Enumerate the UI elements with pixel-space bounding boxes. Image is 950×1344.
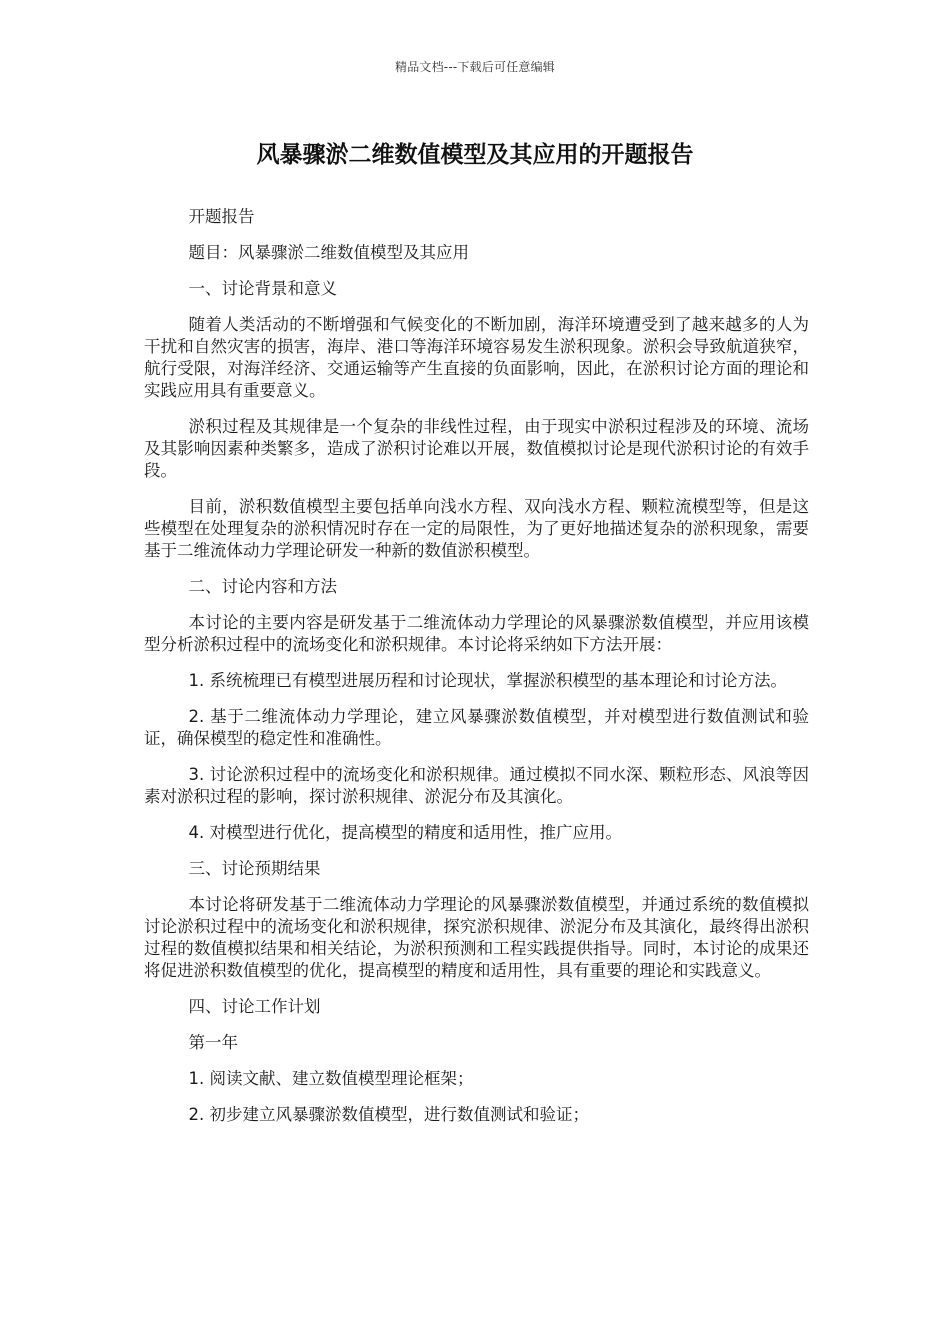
plan-year-heading: 第一年 [188,1033,239,1052]
section-heading-plan: 四、讨论工作计划 [188,997,321,1016]
document-body [144,206,809,1140]
section-heading-expected: 三、讨论预期结果 [188,859,321,878]
section-heading-background: 一、讨论背景和意义 [188,279,338,298]
heading-report: 开题报告 [188,207,255,226]
paragraph-expected: 本讨论将研发基于二维流体动力学理论的风暴骤淤数值模型，并通过系统的数值模拟讨论淤积过程中的流场变化和淤积规律，探究淤积规律、淤泥分布及其演化，最终得出淤积过程的数值模拟结果和相关结论，为淤积预测和工程实践提供指导。同时，本讨论的成果还将促进淤积数值模型的优化，提高模型的精度和适用性，具有重要的理论和实践意义。 [144,895,809,980]
paragraph-background-3: 目前，淤积数值模型主要包括单向浅水方程、双向浅水方程、颗粒流模型等，但是这些模型在处理复杂的淤积情况时存在一定的局限性，为了更好地描述复杂的淤积现象，需要基于二维流体动力学理论研发一种新的数值淤积模型。 [144,497,809,560]
list-item-method-3: 3. 讨论淤积过程中的流场变化和淤积规律。通过模拟不同水深、颗粒形态、风浪等因素对淤积过程的影响，探讨淤积规律、淤泥分布及其演化。 [144,765,809,806]
section-heading-content: 二、讨论内容和方法 [188,577,338,596]
topic-line: 题目：风暴骤淤二维数值模型及其应用 [188,243,470,262]
paragraph-background-2: 淤积过程及其规律是一个复杂的非线性过程，由于现实中淤积过程涉及的环境、流场及其影响因素种类繁多，造成了淤积讨论难以开展，数值模拟讨论是现代淤积讨论的有效手段。 [144,417,809,480]
list-item-plan-1: 1. 阅读文献、建立数值模型理论框架； [188,1069,474,1088]
paragraph-content-intro: 本讨论的主要内容是研发基于二维流体动力学理论的风暴骤淤数值模型，并应用该模型分析淤积过程中的流场变化和淤积规律。本讨论将采纳如下方法开展： [144,613,809,654]
page-header-note: 精品文档---下载后可任意编辑 [395,60,555,74]
list-item-plan-2: 2. 初步建立风暴骤淤数值模型，进行数值测试和验证； [188,1105,590,1124]
list-item-method-1: 1. 系统梳理已有模型进展历程和讨论现状，掌握淤积模型的基本理论和讨论方法。 [188,671,788,690]
list-item-method-4: 4. 对模型进行优化，提高模型的精度和适用性，推广应用。 [188,823,623,842]
list-item-method-2: 2. 基于二维流体动力学理论，建立风暴骤淤数值模型，并对模型进行数值测试和验证，确保模型的稳定性和准确性。 [144,707,809,748]
document-title: 风暴骤淤二维数值模型及其应用的开题报告 [256,142,694,168]
paragraph-background-1: 随着人类活动的不断增强和气候变化的不断加剧，海洋环境遭受到了越来越多的人为干扰和自然灾害的损害，海岸、港口等海洋环境容易发生淤积现象。淤积会导致航道狭窄，航行受限，对海洋经济、交通运输等产生直接的负面影响，因此，在淤积讨论方面的理论和实践应用具有重要意义。 [144,315,809,400]
